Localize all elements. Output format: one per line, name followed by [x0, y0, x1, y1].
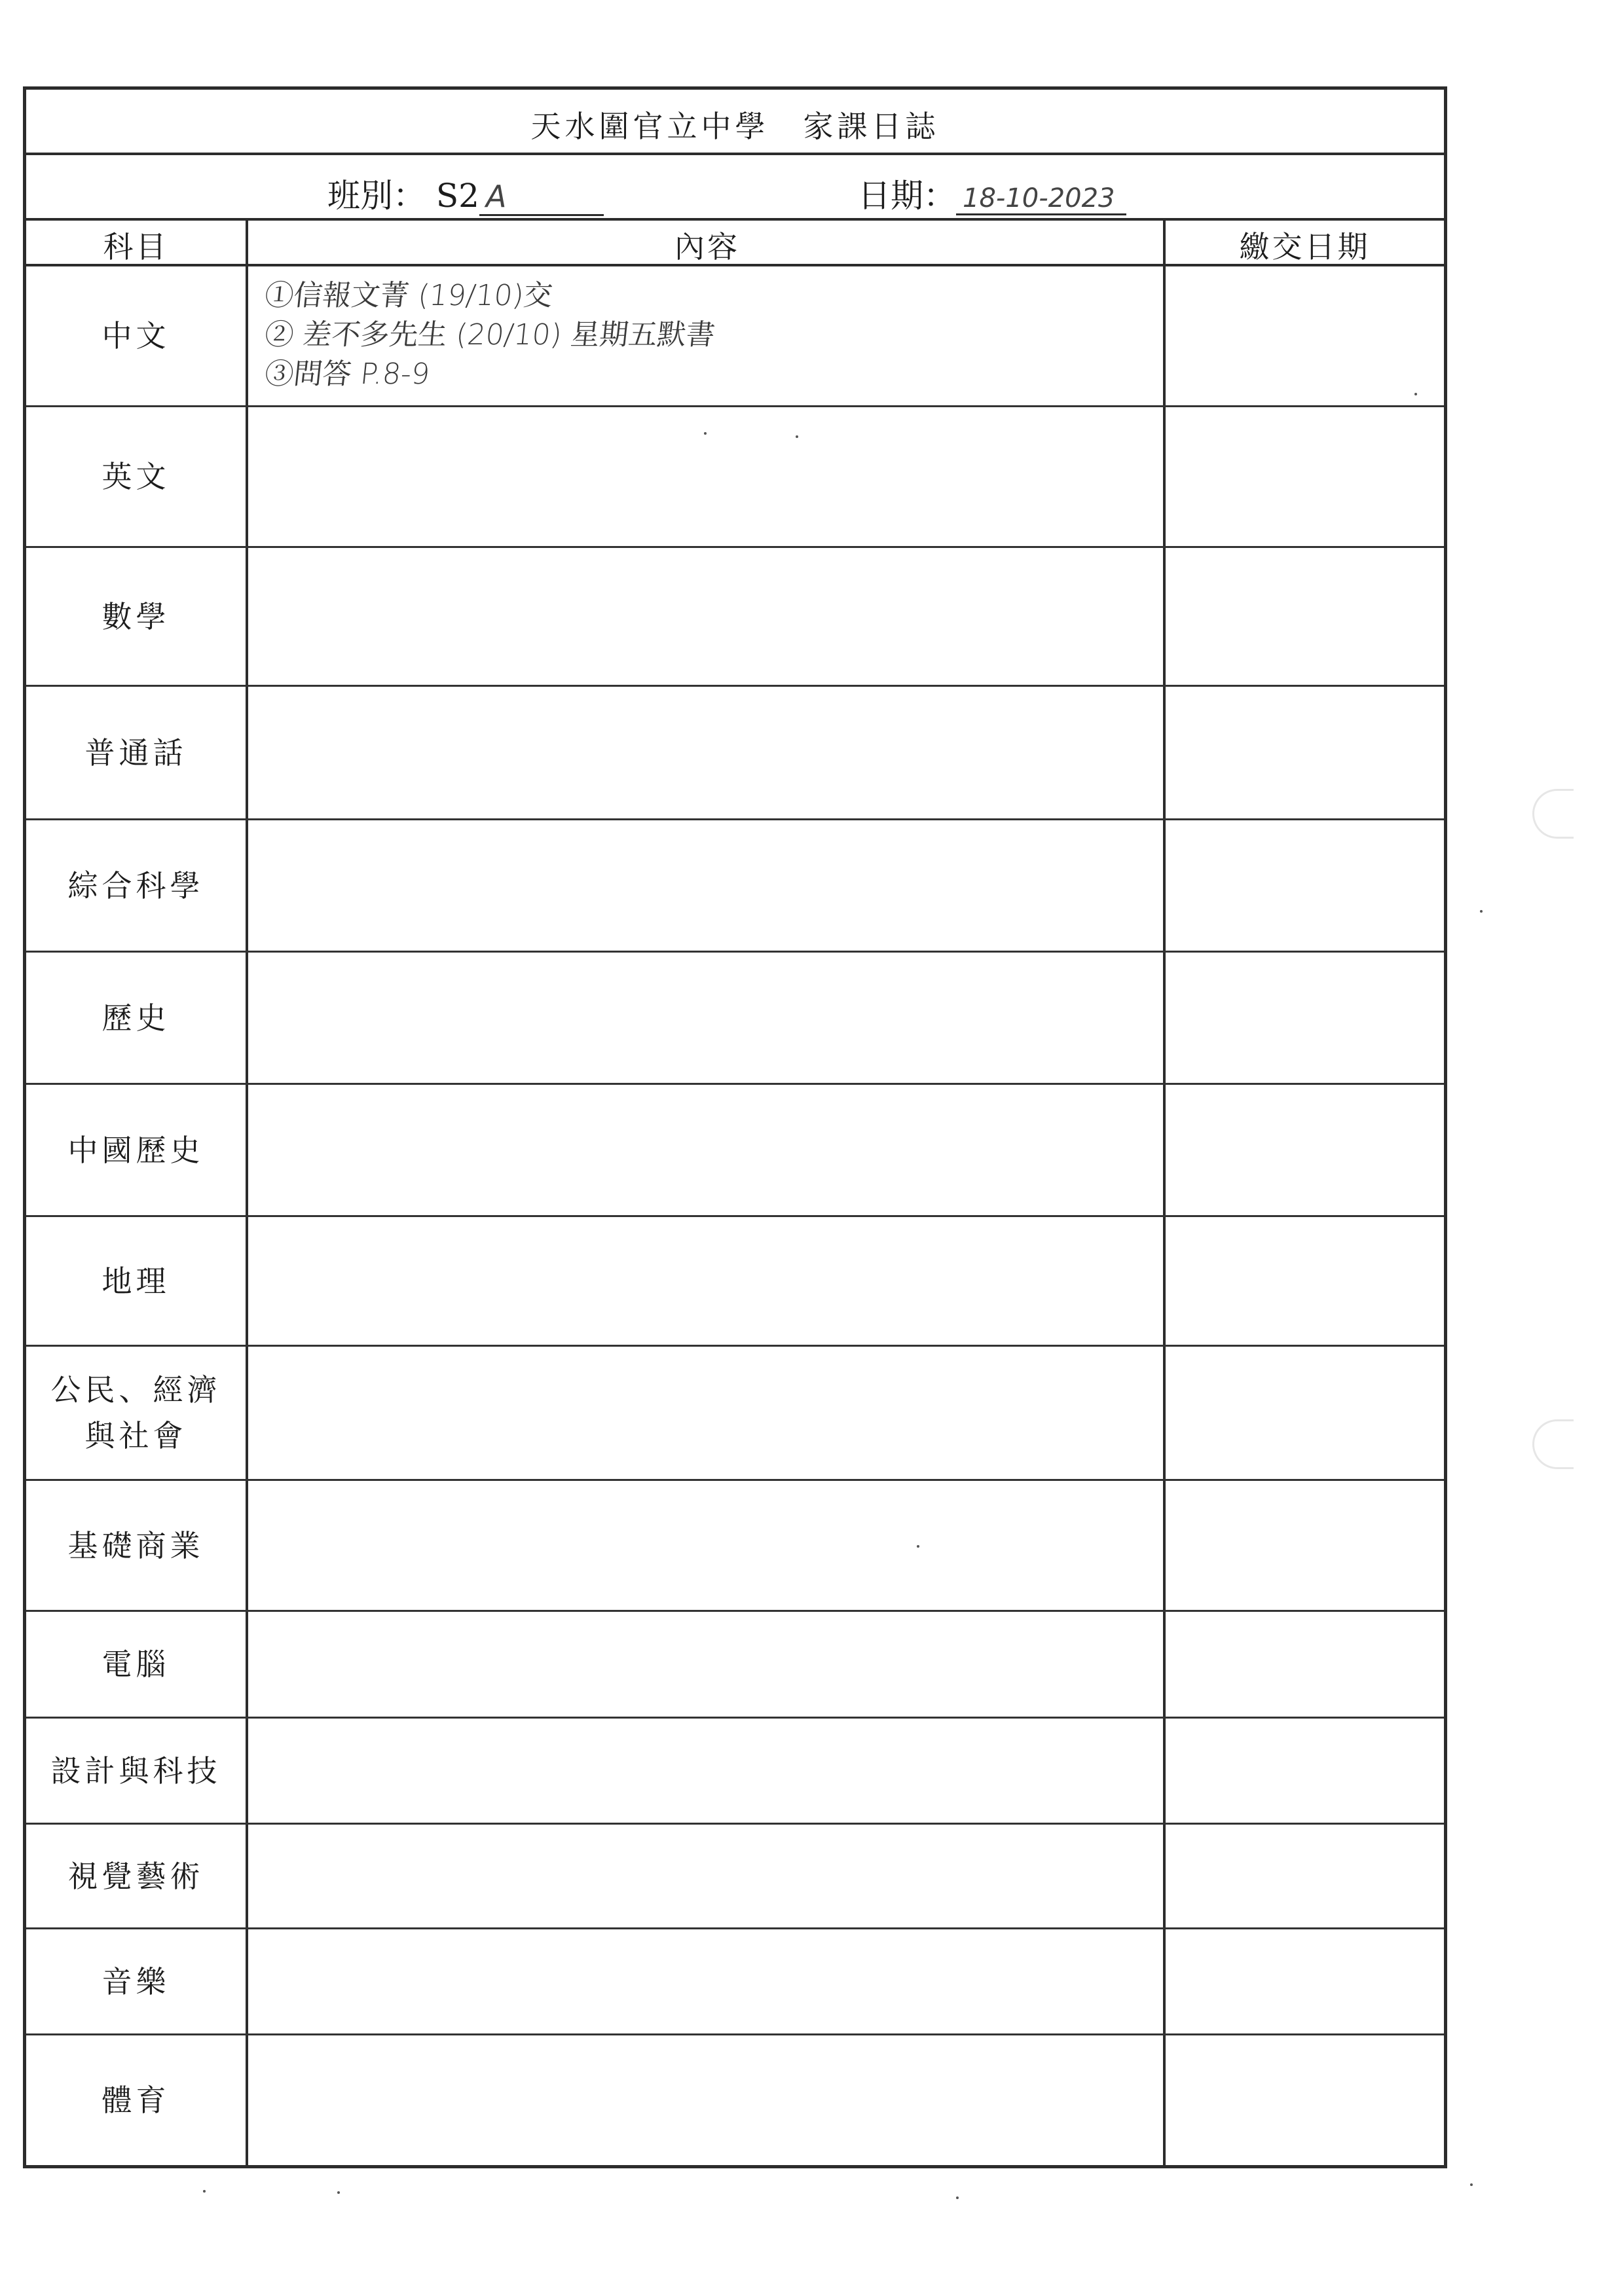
content-cell: [252, 266, 1162, 405]
content-cell: [252, 1612, 1162, 1717]
date-handwritten: 18-10-2023: [963, 183, 1115, 213]
class-field: [327, 170, 604, 217]
scan-speck: [704, 432, 707, 435]
subject-name: 體育: [101, 2083, 170, 2118]
subject-name: 中國歷史: [67, 1132, 204, 1168]
due-date-cell: [1166, 1347, 1444, 1479]
subject-row: [26, 2035, 1444, 2165]
form-title-band: [26, 90, 1444, 155]
subject-name: 音樂: [101, 1963, 170, 1999]
content-cell: [252, 1929, 1162, 2033]
class-handwritten: A: [485, 179, 507, 214]
date-label: 日期：: [858, 177, 956, 215]
due-date-cell: [1166, 2035, 1444, 2165]
homework-diary-form: [23, 86, 1447, 2168]
subject-name: 基礎商業: [67, 1527, 204, 1563]
subject-name: 普通話: [84, 735, 187, 771]
form-title: 天水圍官立中學 家課日誌: [530, 109, 940, 144]
header-due: 繳交日期: [1239, 229, 1371, 264]
due-date-cell: [1166, 266, 1444, 405]
subject-row: [26, 1217, 1444, 1347]
subject-row: [26, 1929, 1444, 2035]
content-cell: [252, 407, 1162, 546]
content-cell: [252, 1085, 1162, 1215]
content-cell: [252, 687, 1162, 818]
homework-entry: ② 差不多先生 (20/10) 星期五默書: [263, 318, 717, 352]
subject-row: [26, 1085, 1444, 1217]
scan-speck: [203, 2190, 206, 2193]
homework-entry: ③問答 P.8-9: [263, 357, 432, 391]
subject-row: [26, 1612, 1444, 1719]
content-cell: [252, 1347, 1162, 1479]
subject-row: [26, 548, 1444, 687]
content-cell: [252, 953, 1162, 1083]
scan-speck: [1480, 910, 1483, 913]
class-value: [479, 179, 604, 216]
scan-speck: [337, 2191, 340, 2194]
date-field: [858, 170, 1126, 217]
due-date-cell: [1166, 687, 1444, 818]
content-cell: [252, 1481, 1162, 1610]
content-cell: [252, 2035, 1162, 2165]
scan-speck: [1470, 2183, 1473, 2186]
content-cell: [252, 820, 1162, 951]
content-cell: [252, 1825, 1162, 1927]
subject-row: [26, 1347, 1444, 1481]
date-value: [956, 183, 1126, 215]
class-printed: S2: [435, 177, 479, 215]
subject-row: [26, 820, 1444, 953]
subject-name: 設計與科技: [50, 1753, 221, 1789]
content-cell: [252, 1217, 1162, 1345]
subject-name: 公民、經濟 與社會: [50, 1372, 221, 1453]
subject-name: 電腦: [101, 1647, 170, 1682]
subject-name: 地理: [101, 1263, 170, 1299]
due-date-cell: [1166, 1825, 1444, 1927]
subject-name: 英文: [101, 459, 170, 494]
due-date-cell: [1166, 820, 1444, 951]
subject-row: [26, 1481, 1444, 1612]
scan-speck: [917, 1545, 919, 1548]
due-date-cell: [1166, 1085, 1444, 1215]
content-cell: [252, 1719, 1162, 1823]
binder-hole-mark: [1532, 1419, 1574, 1469]
form-meta-band: [26, 155, 1444, 221]
subject-row: [26, 953, 1444, 1085]
scan-speck: [956, 2196, 959, 2199]
due-date-cell: [1166, 1481, 1444, 1610]
subject-row: [26, 1719, 1444, 1825]
due-date-cell: [1166, 407, 1444, 546]
header-subject: 科目: [103, 229, 169, 264]
subject-row: [26, 1825, 1444, 1929]
subject-row: [26, 687, 1444, 820]
content-cell: [252, 548, 1162, 685]
subject-row: [26, 407, 1444, 548]
column-header-band: [26, 221, 1444, 266]
due-date-cell: [1166, 1612, 1444, 1717]
due-date-cell: [1166, 953, 1444, 1083]
scan-speck: [796, 435, 798, 438]
homework-entry: ①信報文菁 (19/10)交: [263, 279, 555, 312]
binder-hole-mark: [1532, 789, 1574, 839]
due-date-cell: [1166, 1217, 1444, 1345]
scan-speck: [1414, 393, 1417, 395]
subject-name: 視覺藝術: [67, 1858, 204, 1894]
subject-row: [26, 266, 1444, 407]
due-date-cell: [1166, 1719, 1444, 1823]
header-content: 內容: [674, 229, 740, 264]
subject-name: 數學: [101, 598, 170, 634]
subject-name: 歷史: [101, 1000, 170, 1036]
due-date-cell: [1166, 548, 1444, 685]
class-label: 班別：: [327, 177, 426, 215]
subject-name: 綜合科學: [67, 867, 204, 903]
due-date-cell: [1166, 1929, 1444, 2033]
subject-name: 中文: [101, 318, 170, 354]
